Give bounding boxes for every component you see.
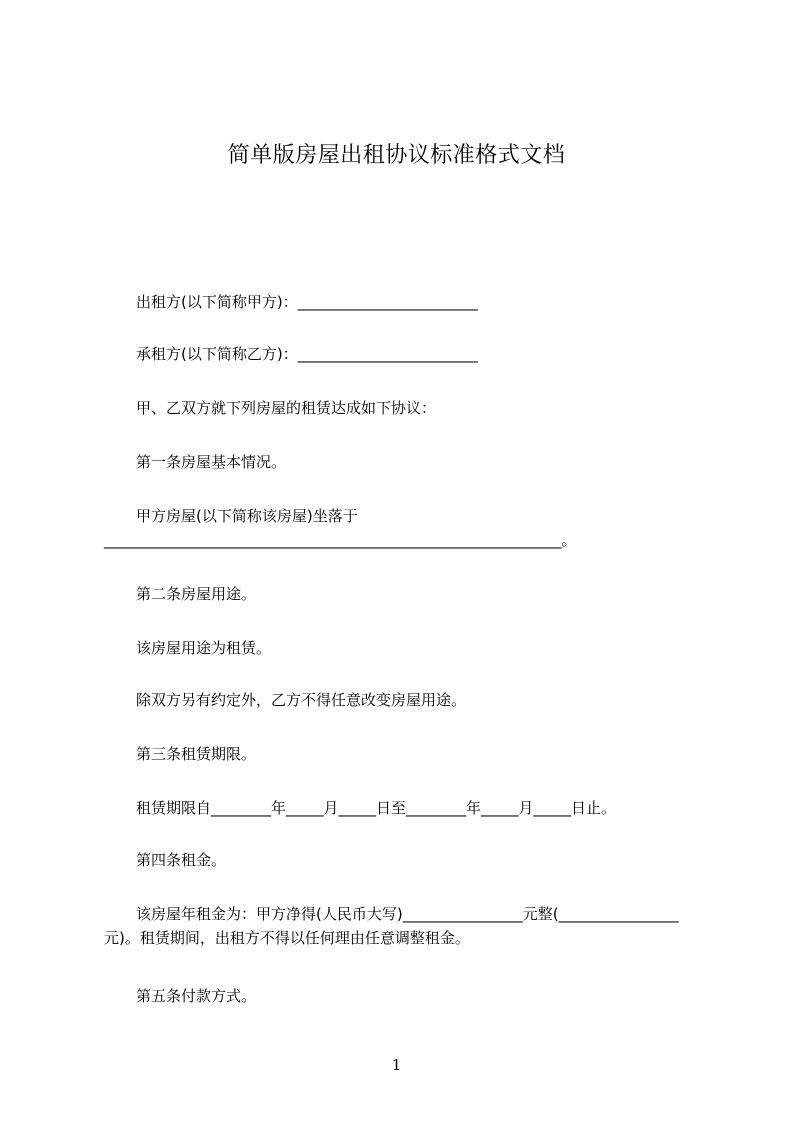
lessor-line: 出租方(以下简称甲方)：________________________ bbox=[136, 293, 478, 311]
article-3-heading: 第三条租赁期限。 bbox=[136, 745, 257, 763]
rent-clause: 该房屋年租金为：甲方净得(人民币大写)________________元整(________________元)。租赁期间，出租方不得以任何理由任意调整租金。 bbox=[104, 905, 679, 947]
document-title: 简单版房屋出租协议标准格式文档 bbox=[227, 143, 566, 168]
article-5-heading: 第五条付款方式。 bbox=[136, 987, 257, 1005]
page-number: 1 bbox=[391, 1056, 402, 1074]
article-2-heading: 第二条房屋用途。 bbox=[136, 585, 257, 603]
agreement-intro: 甲、乙双方就下列房屋的租赁达成如下协议： bbox=[136, 399, 437, 417]
lease-term-clause: 租赁期限自________年_____月_____日至________年_____月_____日止。 bbox=[136, 799, 617, 817]
article-4-heading: 第四条租金。 bbox=[136, 851, 227, 869]
usage-clause: 该房屋用途为租赁。 bbox=[136, 639, 272, 657]
property-location-clause: 甲方房屋(以下简称该房屋)坐落于_____________________________________________________________。 bbox=[104, 507, 577, 549]
lessee-line: 承租方(以下简称乙方)：________________________ bbox=[136, 345, 478, 363]
article-1-heading: 第一条房屋基本情况。 bbox=[136, 453, 287, 471]
usage-restriction-clause: 除双方另有约定外，乙方不得任意改变房屋用途。 bbox=[136, 691, 467, 709]
